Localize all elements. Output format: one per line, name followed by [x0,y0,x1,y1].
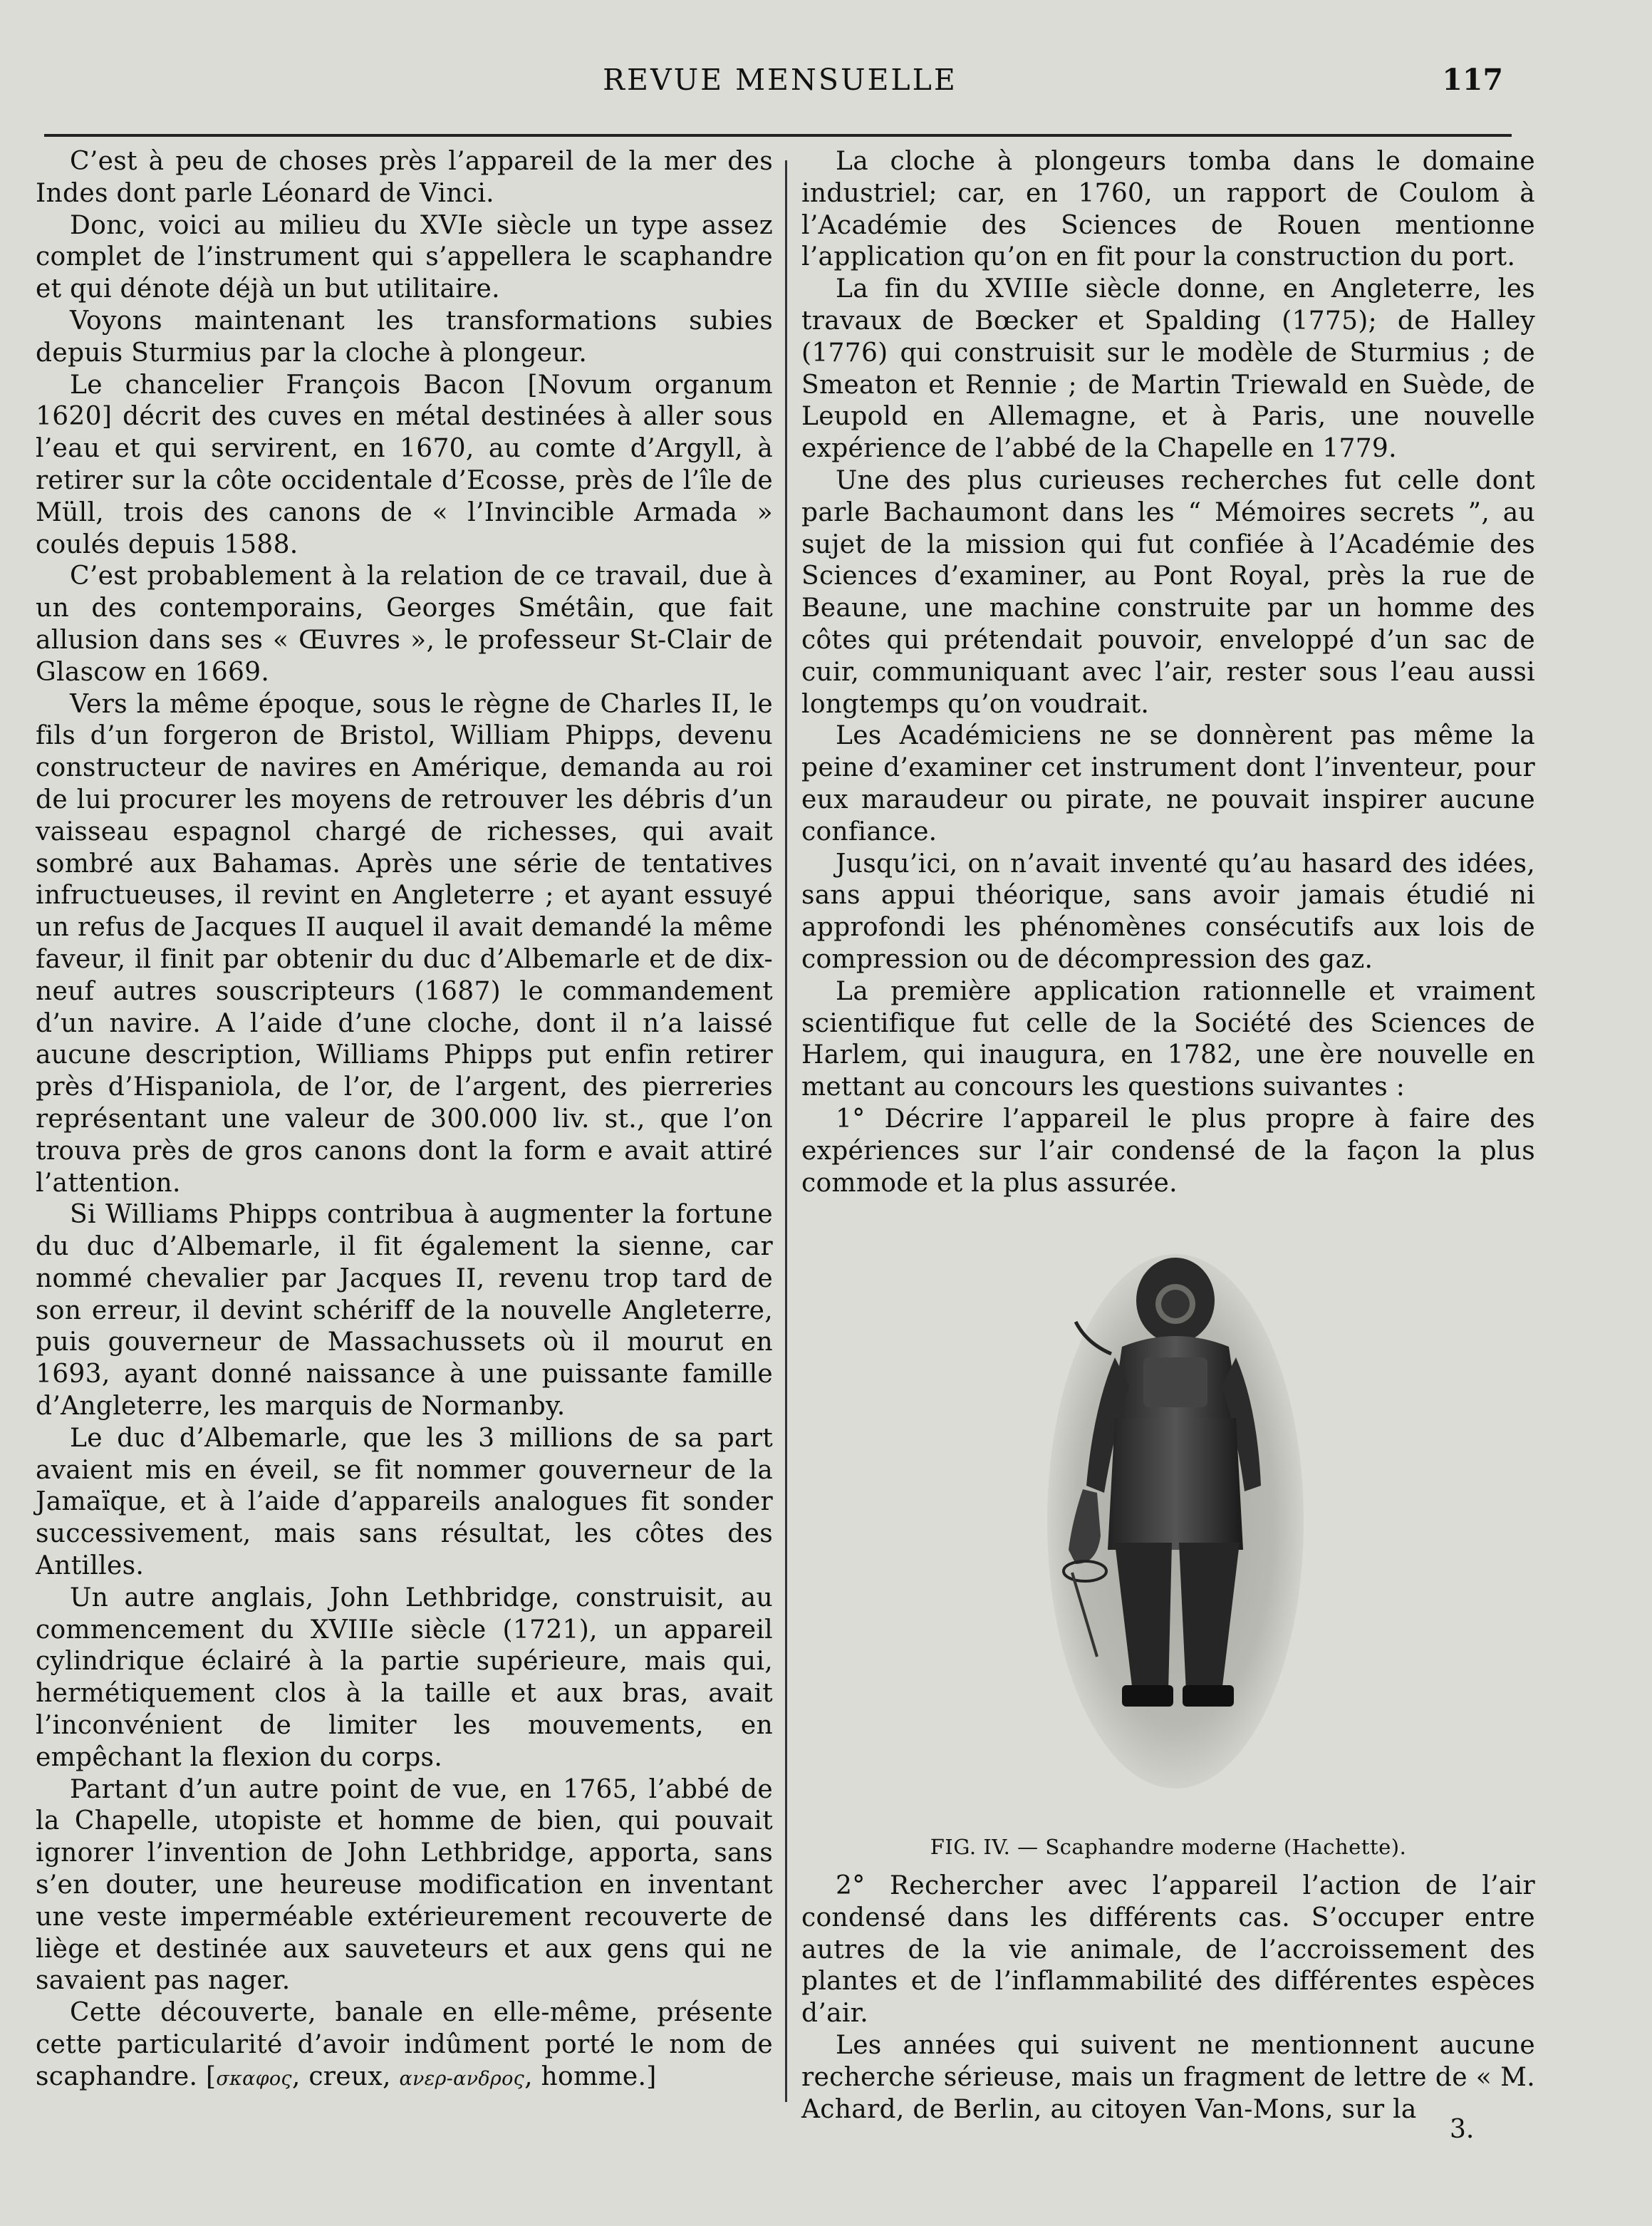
right-column [801,146,1535,1199]
paragraph: Partant d’un autre point de vue, en 1765, l’abbé de la Chapelle, utopiste et homme de bien, qui pouvait ignorer l’invention de John Lethbridge, apporta, sans s’en douter, une heureuse modification en inventant une veste imperméable extérieurement recouverte de liège et destinée aux sauveteurs et aux gens qui ne savaient pas nager. [36,1774,773,1996]
greek-word-skaphos: σκαφος [216,2067,292,2090]
signature-mark: 3. [1450,2115,1475,2144]
page-number: 117 [1442,63,1503,97]
paragraph: C’est probablement à la relation de ce travail, due à un des contemporains, Georges Smétâin, que fait allusion dans ses « Œuvres », le professeur St-Clair de Glascow en 1669. [36,561,773,687]
paragraph: La fin du XVIIIe siècle donne, en Angleterre, les travaux de Bœcker et Spalding (1775); de Halley (1776) qui construisit sur le modèle de Sturmius ; de Smeaton et Rennie ; de Martin Triewald en Suède, de Leupold en Allemagne, et à Paris, une nouvelle expérience de l’abbé de la Chapelle en 1779. [801,274,1535,464]
etymology-text-start: Cette découverte, banale en elle-même, présente cette particularité d’avoir indûment porté le nom de scaphandre. [ [36,1998,773,2091]
paragraph: La cloche à plongeurs tomba dans le domaine industriel; car, en 1760, un rapport de Coulom à l’Académie des Sciences de Rouen mentionne l’application qu’on en fit pour la construction du port. [801,147,1535,272]
greek-word-aner: ανερ-ανδρος [399,2067,525,2090]
paragraph: Le chancelier François Bacon [Novum organum 1620] décrit des cuves en métal destinées à aller sous l’eau et qui servirent, en 1670, au comte d’Argyll, à retirer sur la côte occidentale d’Ecosse, près de l’île de Müll, trois des canons de « l’Invincible Armada » coulés depuis 1588. [36,370,773,559]
paragraph: 1° Décrire l’appareil le plus propre à faire des expériences sur l’air condensé de la façon la plus commode et la plus assurée. [801,1104,1535,1198]
running-title: REVUE MENSUELLE [603,63,957,97]
paragraph: 2° Rechercher avec l’appareil l’action de l’air condensé dans les différents cas. S’occuper entre autres de la vie animale, de l’accroissement des plantes et de l’inflammabilité des différentes espèces d’air. [801,1871,1535,2029]
paragraph: Voyons maintenant les transformations subies depuis Sturmius par la cloche à plongeur. [36,306,773,368]
diver-illustration [1044,1251,1307,1792]
figure-caption: FIG. IV. — Scaphandre moderne (Hachette). [930,1835,1407,1859]
paragraph: Les années qui suivent ne mentionnent aucune recherche sérieuse, mais un fragment de lettre de « M. Achard, de Berlin, au citoyen Van-Mons, sur la [801,2030,1535,2124]
paragraph: Le duc d’Albemarle, que les 3 millions de sa part avaient mis en éveil, se fit nommer gouverneur de la Jamaïque, et à l’aide d’appareils analogues fit sonder successivement, mais sans résultat, les côtes des Antilles. [36,1423,773,1581]
header-rule [44,134,1512,137]
paragraph: Donc, voici au milieu du XVIe siècle un type assez complet de l’instrument qui s’appellera le scaphandre et qui dénote déjà un but utilitaire. [36,210,773,304]
paragraph: Une des plus curieuses recherches fut celle dont parle Bachaumont dans les “ Mémoires secrets ”, au sujet de la mission qui fut confiée à l’Académie des Sciences d’examiner, au Pont Royal, près la rue de Beaune, une machine construite par un homme des côtes qui prétendait pouvoir, enveloppé d’un sac de cuir, communiquant avec l’air, rester sous l’eau aussi longtemps qu’on voudrait. [801,465,1535,719]
paragraph: La première application rationnelle et vraiment scientifique fut celle de la Société des Sciences de Harlem, qui inaugura, en 1782, une ère nouvelle en mettant au concours les questions suivantes : [801,976,1535,1102]
running-head [43,63,1517,105]
diver-figure-image [1044,1251,1307,1792]
left-column [36,146,773,2096]
paragraph: Un autre anglais, John Lethbridge, construisit, au commencement du XVIIIe siècle (1721), un appareil cylindrique éclairé à la partie supérieure, mais qui, hermétiquement clos à la taille et aux bras, avait l’inconvénient de limiter les mouvements, en empêchant la flexion du corps. [36,1583,773,1772]
paragraph-scaphandre-etymology [36,1997,773,2095]
paragraph: Si Williams Phipps contribua à augmenter la fortune du duc d’Albemarle, il fit également la sienne, car nommé chevalier par Jacques II, revenu trop tard de son erreur, il devint schériff de la nouvelle Angleterre, puis gouverneur de Massachussets où il mourut en 1693, ayant donné naissance à une puissante famille d’Angleterre, les marquis de Normanby. [36,1200,773,1422]
paragraph: Les Académiciens ne se donnèrent pas même la peine d’examiner cet instrument dont l’inventeur, pour eux maraudeur ou pirate, ne pouvait inspirer aucune confiance. [801,721,1535,847]
etymology-text-end: , homme.] [524,2061,657,2091]
right-column-lower [801,1870,1535,2126]
paragraph: Jusqu’ici, on n’avait inventé qu’au hasard des idées, sans appui théorique, sans avoir jamais étudié ni approfondi les phénomènes consécutifs aux lois de compression ou de décompression des gaz. [801,849,1535,974]
column-rule [785,160,787,2102]
etymology-text-mid: , creux, [291,2061,400,2091]
paragraph: C’est à peu de choses près l’appareil de la mer des Indes dont parle Léonard de Vinci. [36,147,773,208]
paragraph: Vers la même époque, sous le règne de Charles II, le fils d’un forgeron de Bristol, William Phipps, devenu constructeur de navires en Amérique, demanda au roi de lui procurer les moyens de retrouver les débris d’un vaisseau espagnol chargé de richesses, qui avait sombré aux Bahamas. Après une série de tentatives infructueuses, il revint en Angleterre ; et ayant essuyé un refus de Jacques II auquel il avait demandé la même faveur, il finit par obtenir du duc d’Albemarle et de dix-neuf autres souscripteurs (1687) le commandement d’un navire. A l’aide d’une cloche, dont il n’a laissé aucune description, Williams Phipps put enfin retirer près d’Hispaniola, de l’or, de l’argent, des pierreries représentant une valeur de 300.000 liv. st., que l’on trouva près de gros canons dont la form e avait attiré l’attention. [36,689,773,1198]
